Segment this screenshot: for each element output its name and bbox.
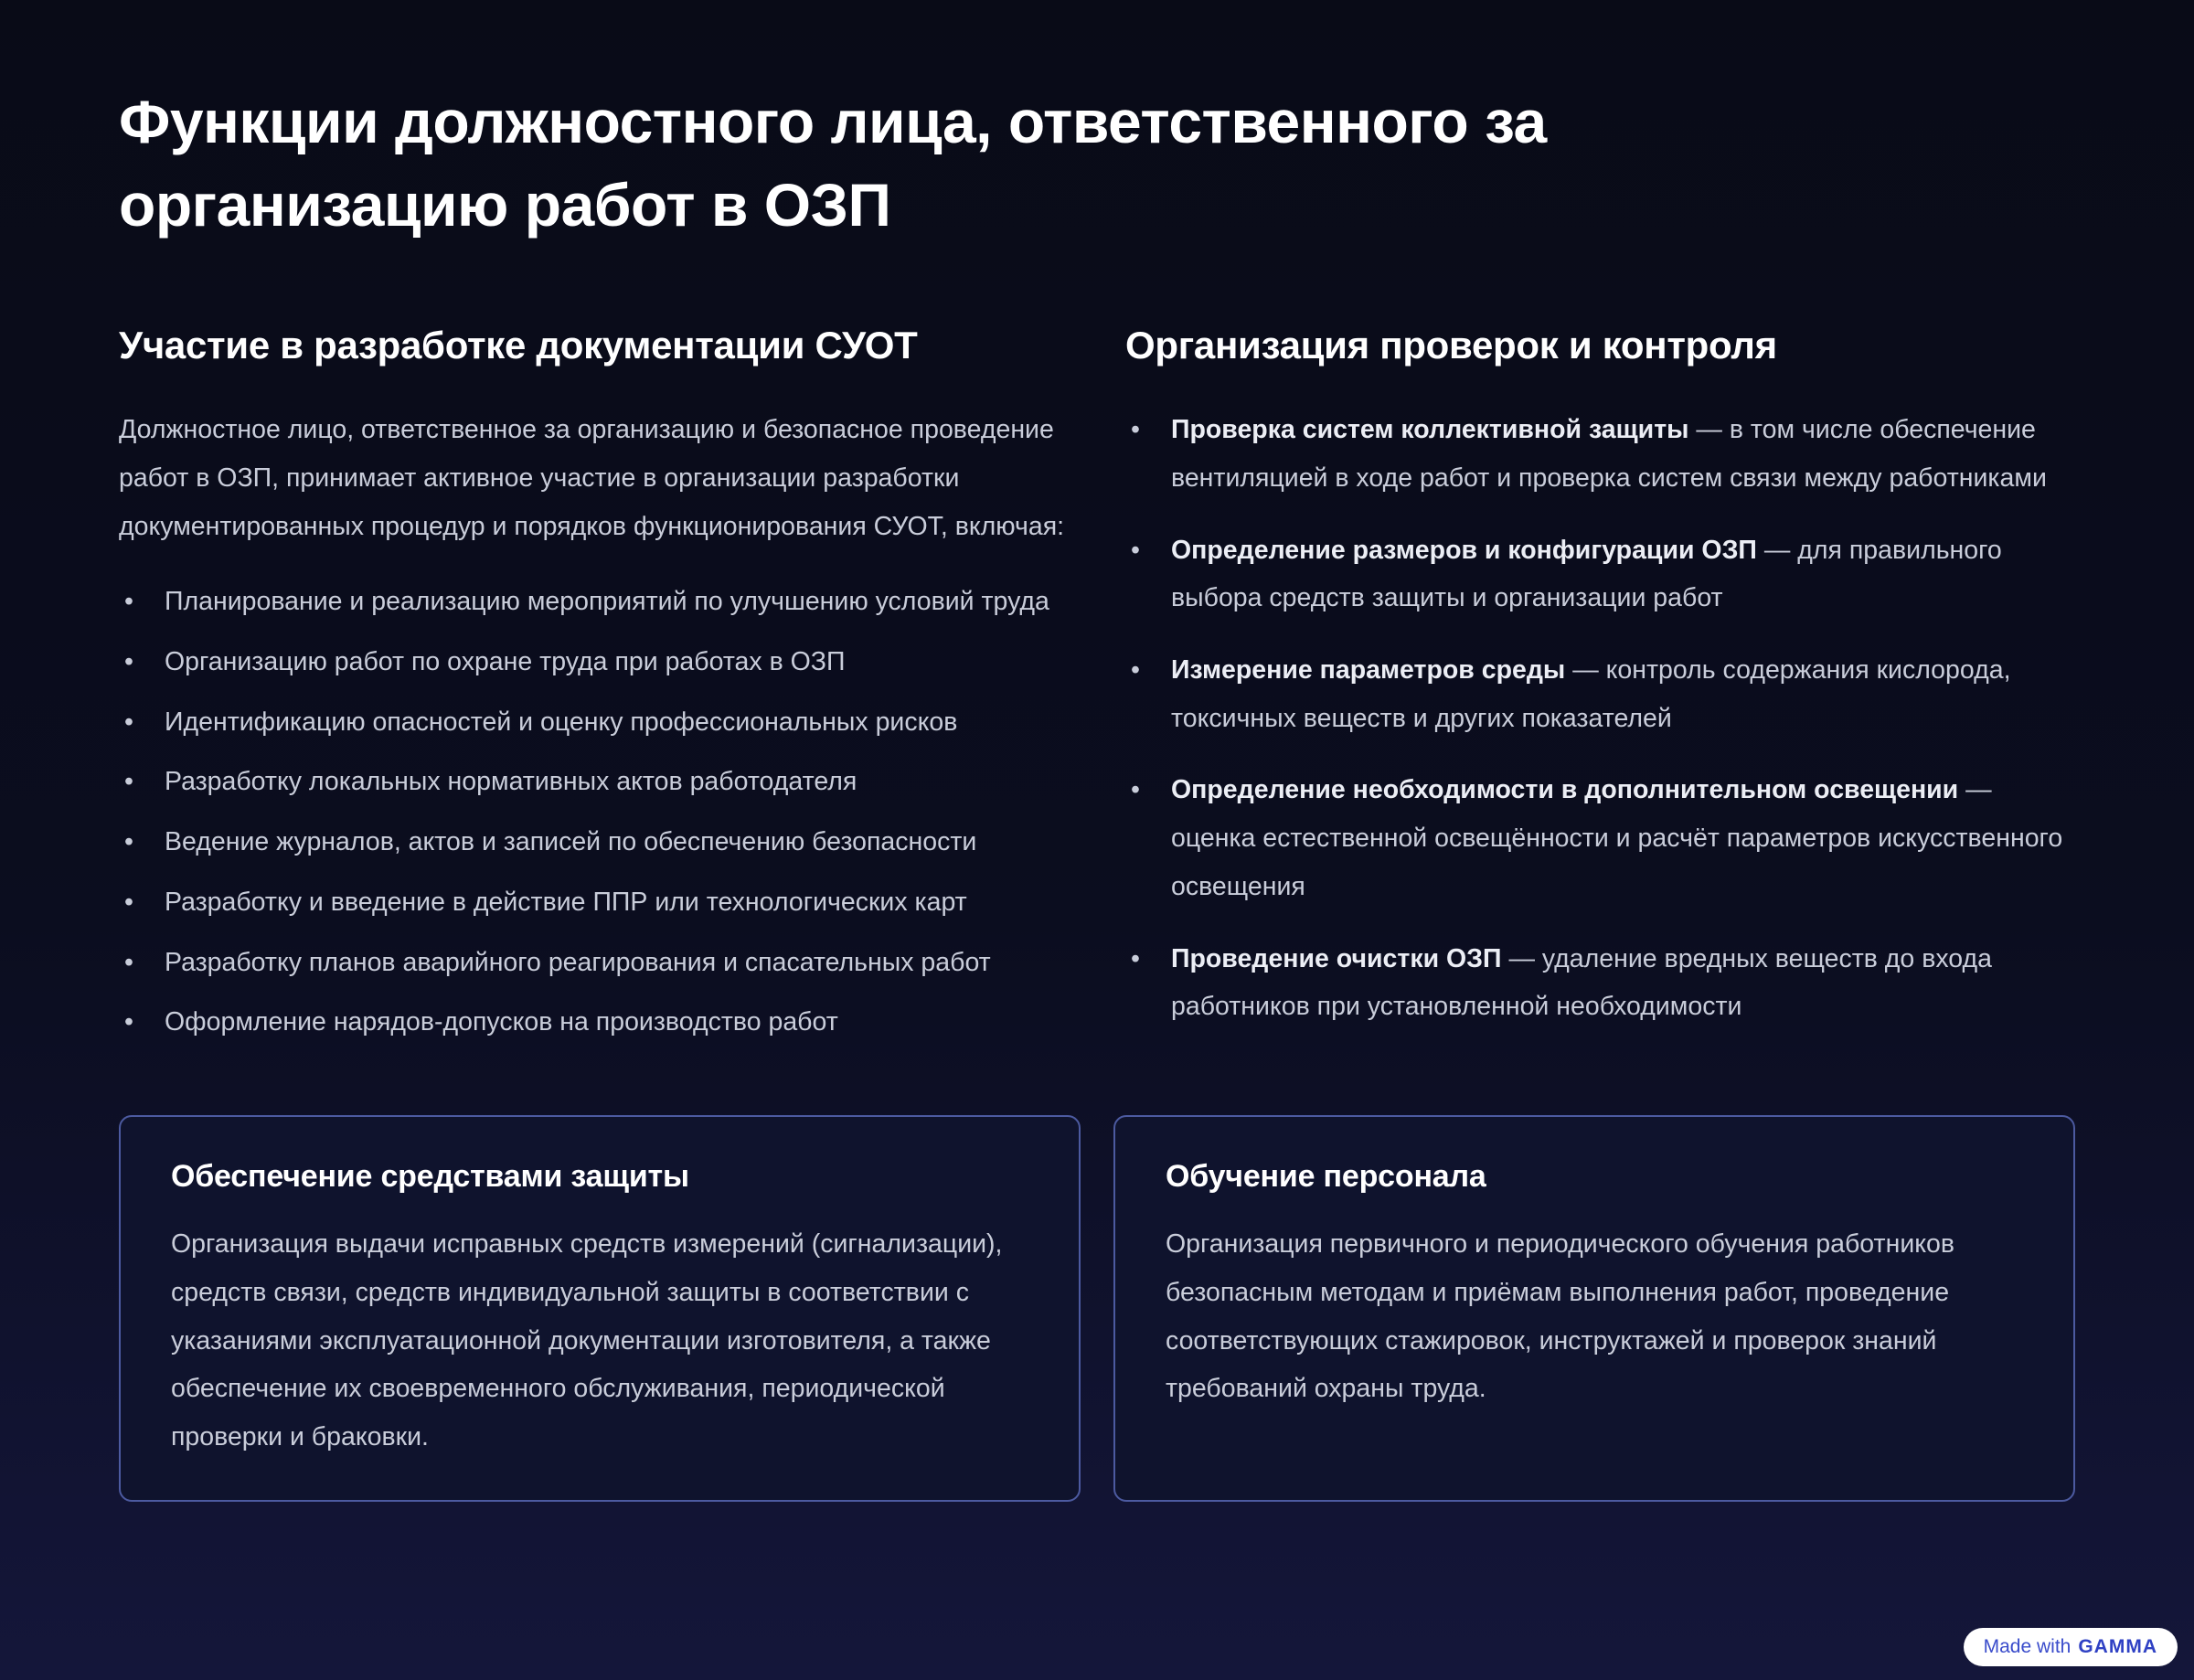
section-heading-left: Участие в разработке документации СУОТ <box>119 324 918 367</box>
content-columns <box>119 324 2075 1058</box>
list-item-lead: Проведение очистки ОЗП <box>1171 943 1502 973</box>
list-item: • Идентификацию опасностей и оценку профессиональных рисков <box>119 698 1069 747</box>
made-with-gamma-badge[interactable] <box>1964 1628 2178 1666</box>
section-intro-paragraph: Должностное лицо, ответственное за организацию и безопасное проведение работ в ОЗП, принимает активное участие в организации разработки документированных процедур и порядков функционирования СУОТ, включая: <box>119 415 1065 541</box>
list-item: • Организацию работ по охране труда при работах в ОЗП <box>119 638 1069 686</box>
list-item: • Разработку планов аварийного реагирования и спасательных работ <box>119 939 1069 987</box>
list-item: • Планирование и реализацию мероприятий по улучшению условий труда <box>119 578 1069 626</box>
list-item-text: — для правильного выбора средств защиты и организации работ <box>1171 535 2002 613</box>
list-item <box>1125 406 2075 502</box>
badge-prefix-label: Made with <box>1983 1636 2072 1657</box>
section-suot-documentation <box>119 324 1069 1058</box>
card-text: Организация первичного и периодического обучения работников безопасным методам и приёмам выполнения работ, проведение соответствующих стажировок, инструктажей и проверок знаний требований охраны труда. <box>1166 1229 1955 1404</box>
gamma-logo: GAMMA <box>2078 1636 2157 1657</box>
list-item: • Оформление нарядов-допусков на производство работ <box>119 998 1069 1047</box>
list-item-text: — в том числе обеспечение вентиляцией в ходе работ и проверка систем связи между работниками <box>1171 415 2047 493</box>
list-item-lead: Проверка систем коллективной защиты <box>1171 415 1689 445</box>
section-heading-right: Организация проверок и контроля <box>1125 324 1777 367</box>
list-item-text: — контроль содержания кислорода, токсичных веществ и других показателей <box>1171 655 2011 733</box>
list-item <box>1125 766 2075 910</box>
section-checks-control <box>1125 324 2075 1058</box>
list-item-text: — удаление вредных веществ до входа работников при установленной необходимости <box>1171 943 1992 1022</box>
card-personnel-training <box>1113 1115 2075 1502</box>
list-item: • Разработку и введение в действие ППР или технологических карт <box>119 878 1069 927</box>
card-heading: Обеспечение средствами защиты <box>171 1159 689 1195</box>
page-title: Функции должностного лица, ответственного за организацию работ в ОЗП <box>119 88 1547 239</box>
list-item <box>1125 935 2075 1031</box>
list-item <box>1125 526 2075 622</box>
list-item-lead: Измерение параметров среды <box>1171 655 1566 686</box>
list-item: • Ведение журналов, актов и записей по обеспечению безопасности <box>119 818 1069 867</box>
list-item <box>1125 646 2075 742</box>
list-item-text: — оценка естественной освещённости и расчёт параметров искусственного освещения <box>1171 775 2063 901</box>
bullet-list-right <box>1125 406 2075 1031</box>
card-protective-equipment <box>119 1115 1081 1502</box>
list-item-lead: Определение размеров и конфигурации ОЗП <box>1171 535 1757 565</box>
bottom-cards-row <box>119 1115 2075 1502</box>
bullet-list-left <box>119 578 1069 1047</box>
list-item-lead: Определение необходимости в дополнительном освещении <box>1171 775 1959 805</box>
card-text: Организация выдачи исправных средств измерений (сигнализации), средств связи, средств индивидуальной защиты в соответствии с указаниями эксплуатационной документации изготовителя, а также обеспечение их своевременного обслуживания, периодической проверки и браковки. <box>171 1229 1003 1451</box>
card-heading: Обучение персонала <box>1166 1159 1486 1195</box>
list-item: • Разработку локальных нормативных актов работодателя <box>119 758 1069 806</box>
